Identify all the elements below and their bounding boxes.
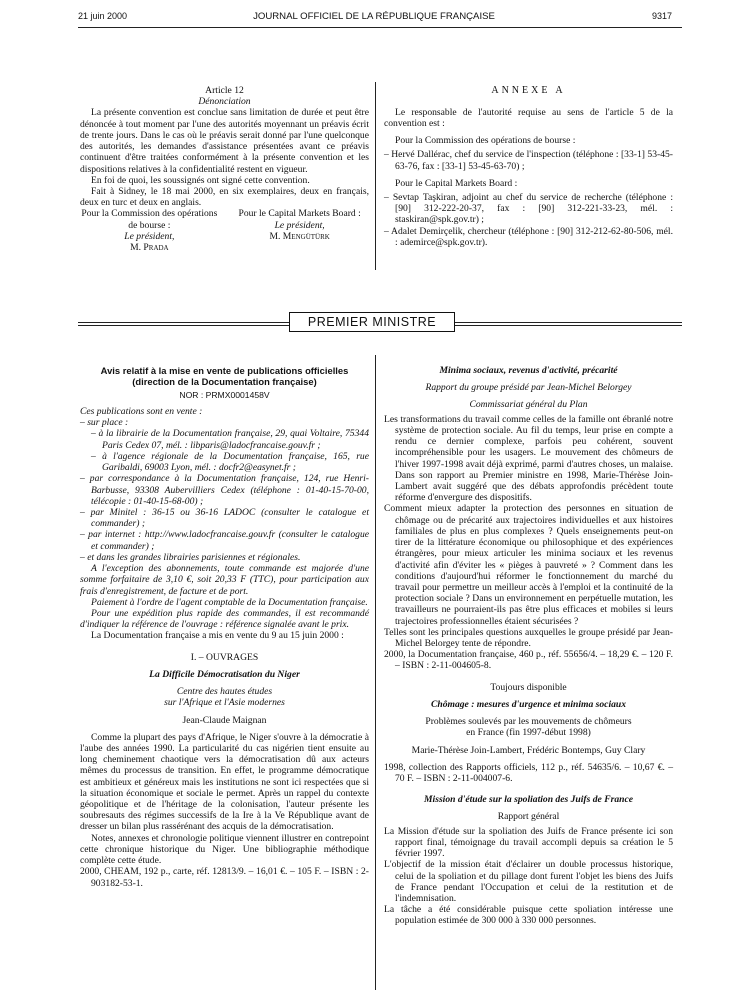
column-divider-bottom [375,355,376,990]
book-description: La Mission d'étude sur la spoliation des Juifs de France présente ici son rapport final, témoignage du travail accompli depuis sa création le 5 février 1997. [384,825,673,860]
annexe-contact: – Adalet Demirçelik, chercheur (téléphone : [90] 312-212-62-80-506, mél. : ademirce@spk.gov.tr). [384,225,673,248]
avis-title: (direction de la Documentation française) [132,376,317,387]
book-author: Jean-Claude Maignan [182,714,267,726]
book-reference: 1998, collection des Rapports officiels, 112 p., réf. 54635/6. – 10,67 €. – 70 F. – ISBN : 2-11-004007-6. [384,761,673,784]
avis-paragraph: Pour une expédition plus rapide des commandes, il est recommandé d'indiquer la référence de l'ouvrage : référence signalée avant le prix. [80,607,369,631]
book-description: Comme la plupart des pays d'Afrique, le Niger s'ouvre à la démocratie à l'aube des années 1990. La particularité du cas nigérien tient ensuite au long cheminement chaotique vers la démocratisation dû aux acteurs mêmes du processus de transition. En effet, le programme démocratique est ambitieux et généreux mais les institutions ne sont ici respectées que si la situation économique et sociale le permet. Après un rappel du contexte géopolitique et de l'héritage de la colonisation, l'auteur présente les soubresauts des régimes successifs de la Ire à la Ve République avant de dresser un bilan plus rassérénant des acquis de la démocratisation. [80,731,369,833]
article-paragraph: Fait à Sidney, le 18 mai 2000, en six exemplaires, deux en français, deux en turc et deux en anglais. [80,185,369,209]
book-reference: 2000, CHEAM, 192 p., carte, réf. 12813/9. – 16,01 €. – 105 F. – ISBN : 2-903182-53-1. [80,866,369,889]
book-organisation: Commissariat général du Plan [469,399,588,411]
signature-role: Le président, [124,230,175,242]
right-column-publications [384,365,673,927]
annexe-intro: Le responsable de l'autorité requise au sens de l'article 5 de la convention est : [384,106,673,129]
book-description: La tâche a été considérable puisque cette spoliation intéresse une population estimée de 300 000 à 330 000 personnes. [384,904,673,927]
avis-paragraph: Paiement à l'ordre de l'agent comptable de la Documentation française. [91,596,368,608]
list-item: – par Minitel : 36-15 ou 36-16 LADOC (consulter le catalogue et commander) ; [80,507,369,530]
book-description: Telles sont les principales questions auxquelles le groupe présidé par Jean-Michel Belorgey tente de répondre. [384,626,673,650]
book-description: L'objectif de la mission était d'éclairer un double processus historique, celui de la spoliation et du pillage dont furent l'objet les biens des Juifs de France pendant l'Occupation et celui de la restitution et de l'indemnisation. [384,859,673,904]
signature-name: M. Prada [130,242,169,254]
avis-section [80,365,369,889]
list-item: Ces publications sont en vente : [80,406,203,418]
book-reference: 2000, la Documentation française, 460 p., réf. 55656/4. – 18,29 €. – 120 F. – ISBN : 2-11-004605-8. [384,649,673,672]
book-authors: Marie-Thérèse Join-Lambert, Frédéric Bontemps, Guy Clary [411,744,646,756]
signature-org: Pour la Commission des opérations de bourse : [81,208,218,231]
book-subtitle: Problèmes soulevés par les mouvements de chômeurs [425,716,632,728]
avis-paragraph: A l'exception des abonnements, toute commande est majorée d'une somme forfaitaire de 3,10 €, soit 20,33 F (TTC), pour participation aux frais d'enregistrement, de facture et de port. [80,563,369,597]
book-description: Notes, annexes et chronologie politique viennent illustrer en contrepoint cette chronique historique du Niger. Une bibliographie méthodique complète cette étude. [80,832,369,867]
issue-date: 21 juin 2000 [78,11,128,21]
book-subtitle: en France (fin 1997-début 1998) [466,727,591,739]
signature-block [80,208,369,253]
list-item: – par internet : http://www.ladocfrancaise.gouv.fr (consulter le catalogue et commander) ; [80,529,369,552]
book-series: Centre des hautes études [176,686,273,698]
annexe-label: Pour la Commission des opérations de bourse : [395,135,576,147]
book-subtitle: Rapport du groupe présidé par Jean-Michel Belorgey [425,382,632,394]
signature-left [80,208,219,253]
page-header [0,11,748,25]
signature-name: M. Mengütürk [269,230,330,242]
annexe-contact: – Sevtap Taşkiran, adjoint au chef du service de recherche (téléphone : [90] 312-222-20-37, fax : [90] 312-221-33-23, mél. : staskiran@spk.gov.tr) ; [384,192,673,226]
book-description: Comment mieux adapter la protection des personnes en situation de chômage ou de précarité aux trajectoires individuelles et aux histoires familiales de plus en plus complexes ? Quels enseignements peut-on tirer de la littérature économique ou philosophique et des expériences étrangères, pour mieux articuler les minima sociaux et les revenus d'activité afin d'éviter les « pièges à pauvreté » ? Comment dans les conditions d'aujourd'hui réformer le fonctionnement du marché du travail pour permettre un meilleur accès à l'emploi et la continuité de la protection sociale ? Dans un environnement en perpétuelle mutation, les travailleurs ne pourraient-ils pas être plus efficaces et mobiles si leurs trajectoires professionnelles étaient sécurisées ? [384,503,673,627]
article-12 [80,85,369,253]
article-paragraph: La présente convention est conclue sans limitation de durée et peut être dénoncée à tout moment par l'une des autorités moyennant un préavis écrit de trente jours. Dans le cas où le préavis serait donné par l'une quelconque des autorités, les demandes d'assistance présentées avant ce préavis continuent d'être traitées conformément à la présente convention et les dispositions relatives à la confidentialité restent en vigueur. [80,107,369,175]
avis-title: Avis relatif à la mise en vente de publications officielles [100,365,349,376]
annexe-label: Pour le Capital Markets Board : [395,177,518,189]
list-item: – et dans les grandes librairies parisiennes et régionales. [80,551,301,563]
list-item: – par correspondance à la Documentation française, 124, rue Henri-Barbusse, 93308 Aubervilliers Cedex (téléphone : 01-40-15-70-00, télécopie : 01-40-15-68-00) ; [80,473,369,507]
annexe-title: ANNEXE A [491,85,566,96]
book-title: Minima sociaux, revenus d'activité, précarité [439,365,618,376]
nor-reference: NOR : PRMX0001458V [179,390,270,400]
book-title: La Difficile Démocratisation du Niger [149,668,300,680]
page-number: 9317 [651,11,672,21]
sales-points-list [80,406,369,563]
section-banner: PREMIER MINISTRE [289,312,455,332]
column-divider-top [375,82,376,270]
avis-paragraph: La Documentation française a mis en vente du 9 au 15 juin 2000 : [91,630,344,642]
book-subtitle: Rapport général [497,811,560,823]
book-title: Chômage : mesures d'urgence et minima sociaux [430,698,627,710]
list-item: – sur place : [80,417,129,429]
book-series: sur l'Afrique et l'Asie modernes [164,697,285,709]
list-item: – à l'agence régionale de la Documentation française, 165, rue Garibaldi, 69003 Lyon, mél. : docfr2@easynet.fr ; [91,450,369,474]
header-rule [78,27,682,28]
section-heading: Toujours disponible [490,681,567,693]
annexe-a [384,85,673,248]
article-title: Article 12 [205,85,244,96]
list-item: – à la librairie de la Documentation française, 29, quai Voltaire, 75344 Paris Cedex 07, mél. : libparis@ladocfrancaise.gouv.fr ; [91,428,369,451]
book-title: Mission d'étude sur la spoliation des Juifs de France [424,794,633,806]
annexe-contact: – Hervé Dallérac, chef du service de l'inspection (téléphone : [33-1] 53-45-63-76, fax : [33-1] 53-45-63-70) ; [384,149,673,172]
book-description: Les transformations du travail comme celles de la famille ont ébranlé notre système de protection sociale. Au fil du temps, leur prise en compte a rendu ce dernier complexe, parfois peu cohérent, souvent incompréhensible pour les usagers. Le mouvement des chômeurs de l'hiver 1997-1998 avait déjà exprimé, parmi d'autres choses, un malaise. Dans son rapport au Premier ministre en 1998, Marie-Thérèse Join-Lambert avait suggéré que des débats approfondis précèdent toute réforme d'envergure des dispositifs. [384,413,673,504]
signature-right [230,208,369,253]
article-subtitle: Dénonciation [198,96,251,108]
journal-title: JOURNAL OFFICIEL DE LA RÉPUBLIQUE FRANÇAISE [253,11,495,22]
signature-org: Pour le Capital Markets Board : [238,208,361,220]
ouvrages-heading: I. – OUVRAGES [190,651,259,663]
signature-role: Le président, [274,219,325,231]
article-paragraph: En foi de quoi, les soussignés ont signé cette convention. [91,174,310,186]
